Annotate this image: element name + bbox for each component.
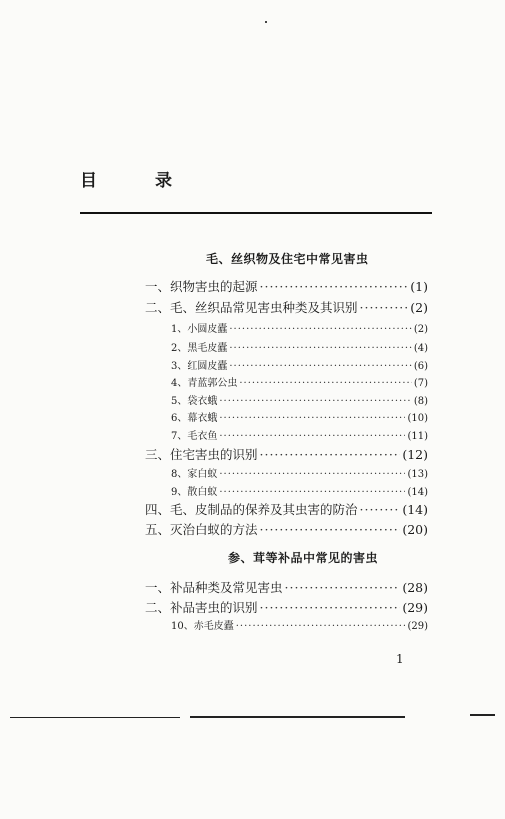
toc-entry-page: (11) bbox=[407, 431, 428, 442]
toc-entry[interactable] bbox=[171, 320, 428, 335]
leader-dots bbox=[360, 300, 409, 315]
section-heading: 毛、丝织物及住宅中常见害虫 bbox=[206, 252, 369, 266]
toc-entry-label: 三、住宅害虫的识别 bbox=[145, 447, 258, 462]
toc-entry-page: (12) bbox=[402, 447, 428, 462]
toc-entry[interactable] bbox=[145, 298, 428, 316]
toc-entry-label: 8、家白蚁 bbox=[171, 469, 218, 480]
scan-line bbox=[10, 717, 180, 718]
leader-dots bbox=[229, 343, 411, 354]
leader-dots bbox=[239, 378, 411, 389]
leader-dots bbox=[260, 447, 401, 462]
leader-dots bbox=[219, 487, 405, 498]
page-number: 1 bbox=[396, 652, 404, 666]
toc-entry[interactable] bbox=[171, 483, 428, 498]
toc-entry-page: (1) bbox=[410, 279, 428, 294]
toc-entry[interactable] bbox=[145, 445, 428, 463]
toc-entry[interactable] bbox=[171, 409, 428, 424]
title-rule bbox=[80, 212, 432, 214]
toc-entry[interactable] bbox=[171, 374, 428, 389]
leader-dots bbox=[219, 396, 411, 407]
toc-entry[interactable] bbox=[145, 520, 428, 538]
scan-line bbox=[190, 716, 405, 718]
toc-entry-label: 1、小圆皮蠹 bbox=[171, 324, 228, 335]
toc-entry-label: 9、散白蚁 bbox=[171, 487, 218, 498]
toc-entry[interactable] bbox=[171, 392, 428, 407]
leader-dots bbox=[219, 413, 405, 424]
page-title-char-2: 录 bbox=[155, 171, 172, 191]
toc-entry-page: (2) bbox=[410, 300, 428, 315]
toc-entry[interactable] bbox=[145, 500, 428, 518]
toc-entry[interactable] bbox=[145, 277, 428, 295]
scan-dot bbox=[265, 21, 267, 23]
toc-entry-label: 四、毛、皮制品的保养及其虫害的防治 bbox=[145, 502, 358, 517]
toc-entry-page: (20) bbox=[402, 522, 428, 537]
toc-entry-page: (28) bbox=[402, 580, 428, 595]
toc-entry-page: (7) bbox=[413, 378, 428, 389]
toc-entry-label: 3、红圆皮蠹 bbox=[171, 361, 228, 372]
toc-entry-page: (4) bbox=[413, 343, 428, 354]
toc-entry-label: 7、毛衣鱼 bbox=[171, 431, 218, 442]
toc-entry[interactable] bbox=[171, 339, 428, 354]
leader-dots bbox=[219, 469, 405, 480]
leader-dots bbox=[260, 279, 409, 294]
toc-entry-page: (29) bbox=[407, 621, 428, 632]
toc-entry[interactable] bbox=[171, 617, 428, 632]
toc-entry[interactable] bbox=[145, 598, 428, 616]
toc-entry-label: 5、袋衣蛾 bbox=[171, 396, 218, 407]
toc-entry-label: 10、赤毛皮蠹 bbox=[171, 621, 234, 632]
toc-entry[interactable] bbox=[171, 465, 428, 480]
page-title-char-1: 目 bbox=[80, 171, 97, 191]
leader-dots bbox=[285, 580, 401, 595]
toc-entry-page: (10) bbox=[407, 413, 428, 424]
scan-line bbox=[470, 714, 495, 716]
toc-entry-label: 一、织物害虫的起源 bbox=[145, 279, 258, 294]
toc-entry-page: (13) bbox=[407, 469, 428, 480]
leader-dots bbox=[260, 600, 401, 615]
leader-dots bbox=[229, 361, 411, 372]
leader-dots bbox=[236, 621, 406, 632]
toc-entry-page: (6) bbox=[413, 361, 428, 372]
toc-entry-label: 二、毛、丝织品常见害虫种类及其识别 bbox=[145, 300, 358, 315]
toc-entry[interactable] bbox=[171, 357, 428, 372]
leader-dots bbox=[260, 522, 401, 537]
toc-entry-page: (29) bbox=[402, 600, 428, 615]
toc-entry-label: 五、灭治白蚁的方法 bbox=[145, 522, 258, 537]
toc-entry-label: 2、黑毛皮蠹 bbox=[171, 343, 228, 354]
leader-dots bbox=[229, 324, 411, 335]
toc-entry-label: 一、补品种类及常见害虫 bbox=[145, 580, 283, 595]
toc-entry-page: (14) bbox=[407, 487, 428, 498]
toc-entry-page: (2) bbox=[413, 324, 428, 335]
toc-entry[interactable] bbox=[171, 427, 428, 442]
toc-entry-label: 6、幕衣蛾 bbox=[171, 413, 218, 424]
leader-dots bbox=[219, 431, 405, 442]
toc-entry-label: 4、青蓝郭公虫 bbox=[171, 378, 238, 389]
toc-entry-label: 二、补品害虫的识别 bbox=[145, 600, 258, 615]
leader-dots bbox=[360, 502, 401, 517]
toc-entry-page: (14) bbox=[402, 502, 428, 517]
toc-entry-page: (8) bbox=[413, 396, 428, 407]
section-heading: 参、茸等补品中常见的害虫 bbox=[228, 551, 379, 565]
toc-entry[interactable] bbox=[145, 578, 428, 596]
